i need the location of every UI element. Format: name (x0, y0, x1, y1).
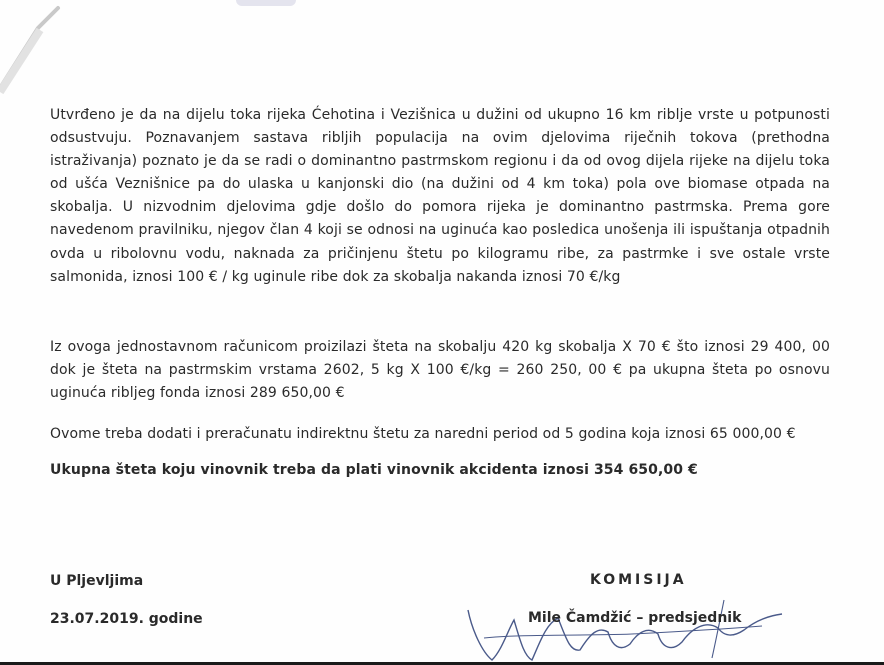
place-label: U Pljevljima (50, 573, 144, 589)
paragraph-calculation: Iz ovoga jednostavnom računicom proizilazi šteta na skobalju 420 kg skobalja X 70 € što iznosi 29 400, 00 dok je šteta na pastrmskim vrstama 2602, 5 kg X 100 €/kg = 260 250, 00 € pa ukupna šteta po osnovu uginuća ribljeg fonda iznosi 289 650,00 € (50, 339, 830, 402)
handwritten-signature (462, 590, 792, 665)
folded-corner-mark (0, 0, 80, 100)
committee-heading: KOMISIJA (590, 572, 687, 588)
paragraph-indirect-damage: Ovome treba dodati i preračunatu indirektnu štetu za naredni period od 5 godina koja iznosi 65 000,00 € (50, 426, 796, 442)
scan-smudge (236, 0, 296, 6)
paragraph-total-damage: Ukupna šteta koju vinovnik treba da plati vinovnik akcidenta iznosi 354 650,00 € (50, 462, 698, 478)
signer-name: Mile Čamdžić – predsjednik (528, 610, 742, 626)
date-label: 23.07.2019. godine (50, 611, 203, 627)
paragraph-damage-assessment: Utvrđeno je da na dijelu toka rijeka Ćehotina i Vezišnica u dužini od ukupno 16 km riblje vrste u potpunosti odsustvuju. Poznavanjem sastava ribljih populacija na ovim djelovima riječnih tokova (prethodna istraživanja) poznato je da se radi o dominantno pastrmskom regionu i da od ovog dijela rijeke na dijelu toka od ušća Veznišnice pa do ulaska u kanjonski dio (na dužini od 4 km toka) pola ove biomase otpada na skobalja. U nizvodnim djelovima gdje došlo do pomora rijeka je dominantno pastrmska. Prema gore navedenom pravilniku, njegov član 4 koji se odnosi na uginuća kao posledica unošenja ili ispuštanja otpadnih ovda u ribolovnu vodu, naknada za pričinjenu štetu po kilogramu ribe, za pastrmke i sve ostale vrste salmonida, iznosi 100 € / kg uginule ribe dok za skobalja nakanda iznosi 70 €/kg (50, 107, 830, 285)
